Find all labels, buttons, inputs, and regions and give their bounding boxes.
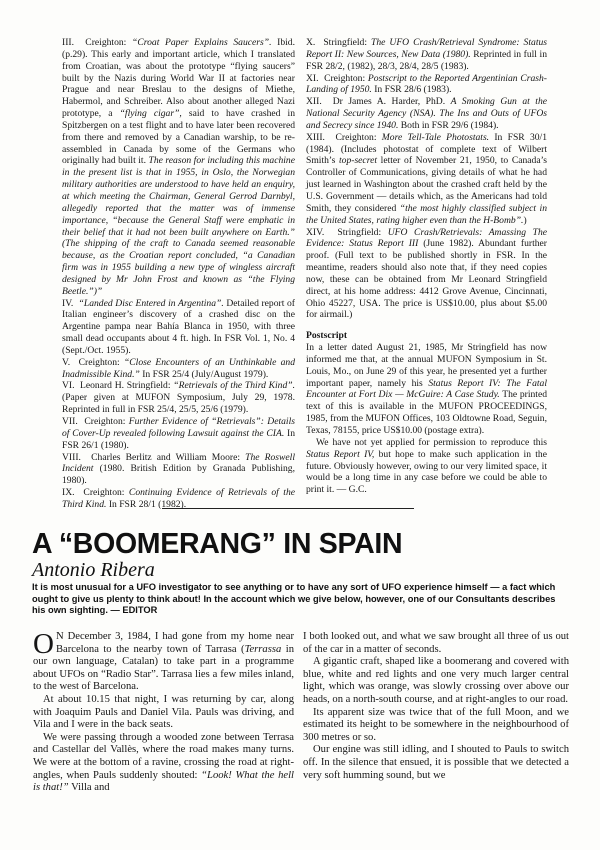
reference-item: XIII. Creighton: More Tell-Tale Photostats. In FSR 30/1 (1984). (Includes photostat of complete text of Wilbert Smith’s top-secret letter of November 21, 1950, to Canada’s Controller of Communications, giving details of what he had just learned in Washington about the crashed craft held by the U.S. Government — details which, as the Americans had told Smith, they considered “the most highly classified subject in the United States, rating higher even than the H-Bomb”.) [306,131,548,226]
article-paragraph: Our engine was still idling, and I shouted to Pauls to switch off. In the silence that ensued, it is possible that we detected a very soft humming sound, but we [303,744,569,781]
reference-item: VI. Leonard H. Stringfield: “Retrievals of the Third Kind”. (Paper given at MUFON Symposium, July 29, 1978. Reprinted in full in FSR 25/4, 25/5, 25/6 (1979). [62,380,295,416]
section-divider [162,508,414,509]
postscript-heading: Postscript [306,330,348,342]
article-intro: It is most unusual for a UFO investigator to see anything or to have any sort of UFO experience himself — a fact which ought to give us plenty to think about! In the account which we give below, however, one of our Consultants describes his own sighting. — EDITOR [32,582,556,616]
drop-cap: O [33,628,54,660]
reference-item: XII. Dr James A. Harder, PhD. A Smoking Gun at the National Security Agency (NSA). The Ins and Outs of UFOs and Secrecy since 1940. Both in FSR 29/6 (1984). [306,96,548,131]
references-column-left [62,37,295,511]
reference-item: IX. Creighton: Continuing Evidence of Retrievals of the Third Kind. In FSR 28/1 (1982). [62,487,295,510]
postscript-paragraph: We have not yet applied for permission to reproduce this Status Report IV, but hope to make such application in the future. Obviously however, owing to our very limited space, it would be a long time in any case before we could be able to print it. — G.C. [306,436,547,496]
reference-item: VII. Creighton: Further Evidence of “Retrievals”: Details of Cover-Up revealed following Lawsuit against the CIA. In FSR 26/1 (1980). [62,416,296,451]
article-paragraph: O N December 3, 1984, I had gone from my home near Barcelona to the nearby town of Tarrasa (Terrassa in our own language, Catalan) to take part in a programme about UFOs on “Radio Star”. Tarrasa lies a few miles inland, to the west of Barcelona. [33,628,294,693]
reference-item: VIII. Charles Berlitz and William Moore: The Roswell Incident (1980. British Edition by Granada Publishing, 1980). [62,451,296,487]
reference-item: X. Stringfield: The UFO Crash/Retrieval Syndrome: Status Report II: New Sources, New Data (1980). Reprinted in full in FSR 28/2, (1982), 28/3, 28/4, 28/5 (1983). [306,37,548,72]
article-paragraph: We were passing through a wooded zone between Terrasa and Castellar del Vallès, where the road makes many turns. We were at the bottom of a ravine, crossing the road at right-angles, when Pauls suddenly shouted: “Look! What the hell is that!” Villa and [33,731,294,794]
article-paragraph: At about 10.15 that night, I was returning by car, along with Joaquim Pauls and Daniel Vila. Pauls was driving, and Vila and I were in the back seats. [33,693,294,731]
article-column-left [33,628,294,795]
postscript-paragraph: In a letter dated August 21, 1985, Mr Stringfield has now informed me that, at the annual MUFON Symposium in St. Louis, Mo., on June 29 of this year, he presented yet a further important paper, namely his Status Report IV: The Fatal Encounter at Fort Dix — McGuire: A Case Study. The printed text of this is available in the MUFON PROCEEDINGS, 1985, from the MUFON Offices, 103 Oldtowne Road, Seguin, Texas, 78155, price US$10.00 (postage extra). [306,342,548,436]
article-author: Antonio Ribera [32,559,155,581]
reference-item: XI. Creighton: Postscript to the Reported Argentinian Crash-Landing of 1950. In FSR 28/6 (1983). [306,72,547,96]
references-column-right [306,37,547,496]
article-paragraph: Its apparent size was twice that of the full Moon, and we estimated its height to be somewhere in the neighbourhood of 300 metres or so. [303,706,569,743]
article-title: A “BOOMERANG” IN SPAIN [32,528,403,560]
article-paragraph: A gigantic craft, shaped like a boomerang and covered with blue, white and red lights and one very much larger central light, which was orange, was slowly crossing over above our heads, on a north-south course, and at right-angles to our road. [303,656,569,705]
reference-item: XIV. Stringfield: UFO Crash/Retrievals: Amassing The Evidence: Status Report III (June 1982). Abundant further proof. (Full text to be published shortly in FSR. In the meantime, readers should also note that, if they need copies now, these can be obtained from Mr Leonard Stringfield direct, at his home address: 4412 Grove Avenue, Cincinnati, Ohio 45227, USA. The price is US$10.00, plus about $5.00 for airmail.) [306,226,547,321]
article-column-right [303,631,569,782]
article-paragraph: I both looked out, and what we saw brought all three of us out of the car in a matter of seconds. [303,631,569,655]
reference-item: V. Creighton: “Close Encounters of an Unthinkable and Inadmissible Kind.” In FSR 25/4 (July/August 1979). [62,356,296,380]
reference-item: IV. “Landed Disc Entered in Argentina”. Detailed report of Italian engineer’s discovery of a crashed disc on the Argentine pampa near Bahía Blanca in 1950, with three small dead occupants about 4 ft. high. In FSR Vol. 1, No. 4 (Sept./Oct. 1955). [62,297,295,356]
reference-item: III. Creighton: “Croat Paper Explains Saucers”. Ibid. (p.29). This early and important article, which I translated from Croatian, was about the prototype “flying saucers” built by the Nazis during World War II at factories near Prague and near Breslau to the designs of Miethe, Habermol, and Schreiber. Also about another alleged Nazi prototype, a “flying cigar”, said to have crashed in Spitzbergen on a test flight and to have later been recovered from there and removed by a Canadian warship, to be re-assembled in Canada by some of the Germans who originally had built it. The reason for including this machine in the present list is that in 1955, in Oslo, the Norwegian military authorities are understood to have held an enquiry, at which meeting the Chairman, General Gerrod Darnbyl, allegedly reported that the matter was of immense importance, “because the General Staff were emphatic in their belief that it had not been built anywhere on Earth.” (The shipping of the craft to Canada seemed reasonable because, as the Croatian report concluded, “a Canadian firm was in 1955 building a new type of wingless aircraft designed by Mr John Frost and known as “the Flying Beetle.”)” [62,37,295,297]
